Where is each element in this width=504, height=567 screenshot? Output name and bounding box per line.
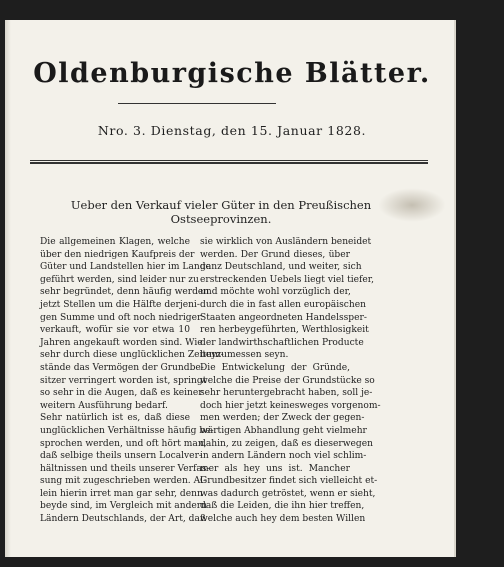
article-text-line: welche auch hey dem besten Willen bbox=[200, 514, 366, 525]
article-text-line: ganz Deutschland, und weiter, sich bbox=[200, 262, 362, 273]
article-text-line: hältnissen und theils unserer Verfas- bbox=[40, 463, 210, 474]
article-text-line: durch die in fast allen europäischen bbox=[200, 299, 366, 310]
article-text-line: jetzt Stellen um die Hälfte derjeni- bbox=[40, 299, 200, 310]
article-text-line: sung mit zugeschrieben werden. Al- bbox=[40, 476, 207, 487]
article-text-line: stände das Vermögen der Grundbe- bbox=[40, 362, 204, 373]
article-text-line: und möchte wohl vorzüglich der, bbox=[200, 287, 351, 298]
article-text-line: gen Summe und oft noch niedriger bbox=[40, 312, 202, 323]
header-double-rule bbox=[30, 160, 428, 164]
article-text-line: sprochen werden, und oft hört man, bbox=[40, 438, 207, 449]
article-title bbox=[48, 198, 394, 226]
article-title-line-2: Ostseeprovinzen. bbox=[170, 212, 272, 226]
article-text-line: was dadurch getröstet, wenn er sieht, bbox=[200, 488, 376, 499]
article-text-line: Sehr natürlich ist es, daß diese bbox=[40, 413, 190, 424]
masthead-rule bbox=[118, 103, 276, 104]
article-title-line-1: Ueber den Verkauf vieler Güter in den Preußischen bbox=[70, 198, 372, 212]
article-text-line: verkauft, wofür sie vor etwa 10 bbox=[40, 325, 190, 336]
article-column-left bbox=[40, 236, 224, 526]
article-text-line: über den niedrigen Kaufpreis der bbox=[40, 249, 195, 260]
article-text-line: beyde sind, im Vergleich mit andern bbox=[40, 501, 207, 512]
article-text-line: sehr heruntergebracht haben, soll je- bbox=[200, 388, 373, 399]
article-text-line: Grundbesitzer findet sich vielleicht et- bbox=[200, 476, 378, 487]
article-text-line: lein hierin irret man gar sehr, denn bbox=[40, 488, 203, 499]
article-text-line: Die Entwickelung der Gründe, bbox=[200, 362, 350, 373]
article-text-line: men werden; der Zweck der gegen- bbox=[200, 413, 365, 424]
issue-dateline: Nro. 3. Dienstag, den 15. Januar 1828. bbox=[97, 123, 367, 138]
article-text-line: Güter und Landstellen hier im Lande bbox=[40, 262, 211, 273]
article-text-line: sitzer verringert worden ist, springt bbox=[40, 375, 207, 386]
newspaper-masthead: Oldenburgische Blätter. bbox=[33, 58, 431, 89]
article-text-line: weitern Ausführung bedarf. bbox=[40, 400, 168, 411]
article-text-line: beyzumessen seyn. bbox=[200, 350, 289, 361]
article-text-line: so sehr in die Augen, daß es keiner bbox=[40, 388, 203, 399]
page-spine-shadow bbox=[5, 20, 11, 557]
article-text-line: erstreckenden Uebels liegt viel tiefer, bbox=[200, 274, 375, 285]
article-text-line: in andern Ländern noch viel schlim- bbox=[200, 451, 367, 462]
article-text-line: unglücklichen Verhältnisse häufig be- bbox=[40, 425, 214, 436]
article-text-line: welche die Preise der Grundstücke so bbox=[200, 375, 375, 386]
article-text-line: Jahren angekauft worden sind. Wie bbox=[40, 337, 203, 348]
article-text-line: daß die Leiden, die ihn hier treffen, bbox=[200, 501, 365, 512]
article-text-line: sehr begründet, denn häufig werden bbox=[40, 287, 210, 298]
article-text-line: mer als hey uns ist. Mancher bbox=[200, 463, 350, 474]
article-text-line: geführt werden, sind leider nur zu bbox=[40, 274, 199, 285]
article-text-line: sie wirklich von Ausländern beneidet bbox=[200, 237, 372, 247]
article-text-line: Staaten angeordneten Handelssper- bbox=[200, 312, 367, 323]
article-column-right bbox=[200, 236, 381, 526]
article-text-line: dahin, zu zeigen, daß es dieserwegen bbox=[200, 438, 373, 449]
article-text-line: daß selbige theils unsern Localver- bbox=[40, 451, 202, 462]
article-text-line: doch hier jetzt keinesweges vorgenom- bbox=[200, 400, 381, 411]
article-text-line: Ländern Deutschlands, der Art, daß bbox=[40, 514, 206, 525]
article-text-line: der landwirthschaftlichen Producte bbox=[200, 337, 364, 348]
article-text-line: werden. Der Grund dieses, über bbox=[200, 249, 350, 260]
article-text-line: ren herbeygeführten, Werthlosigkeit bbox=[200, 325, 369, 336]
article-text-line: Die allgemeinen Klagen, welche bbox=[40, 237, 190, 247]
article-text-line: wärtigen Abhandlung geht vielmehr bbox=[200, 425, 367, 436]
article-text-line: sehr durch diese unglücklichen Zeitum- bbox=[40, 350, 224, 361]
